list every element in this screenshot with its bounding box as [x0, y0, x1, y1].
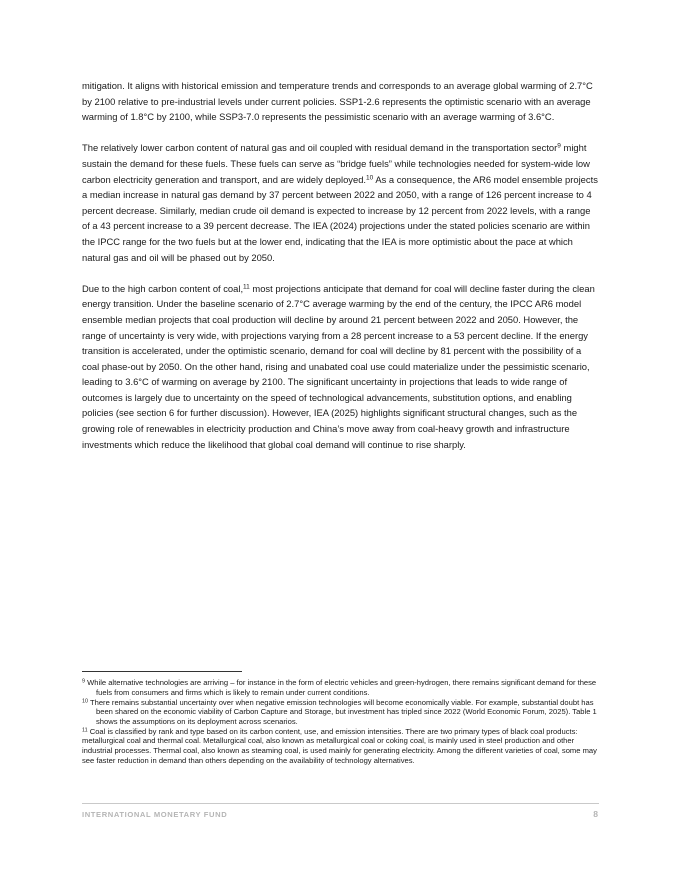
footnote-text: While alternative technologies are arriving – for instance in the form of electric vehicles and green-hydrogen, there remains significant demand for these fuels from consumers and firms which is likely to remain under current conditions.	[85, 678, 597, 697]
paragraph-3	[82, 281, 600, 453]
footnote-11	[82, 727, 602, 765]
footnote-mark: 11	[82, 727, 88, 734]
footnote-ref-11[interactable]: 11	[243, 283, 250, 291]
footnote-mark: 10	[82, 697, 88, 704]
footnote-mark: 9	[82, 678, 85, 685]
paragraph-2	[82, 140, 600, 265]
footnote-text: Coal is classified by rank and type based on its carbon content, use, and emission intensities. There are two primary types of black coal products: metallurgical coal and thermal coal. Metallurgical coal, also known as metallurgical coal or coking coal, is mainly used in steel production and other industrial processes. Thermal coal, also known as steaming coal, is used mainly for generating electricity. Among the different varieties of coal, some may see faster reduction in demand than others depending on the availability of technology alternatives.	[82, 726, 597, 765]
paragraph-3-text: Due to the high carbon content of coal,	[82, 282, 244, 294]
footnote-text: There remains substantial uncertainty over when negative emission technologies will become economically viable. For example, substantial doubt has been shared on the economic viability of Carbon Capture and Storage, but investment has tripled since 2022 (World Economic Forum, 2025). Table 1 shows the assumptions on its deployment across scenarios.	[88, 697, 597, 726]
footnote-ref-10[interactable]: 10	[366, 174, 374, 182]
paragraph-3-text: most projections anticipate that demand for coal will decline faster during the clean energy transition. Under the baseline scenario of 2.7°C average warming by the end of the century, the IPCC AR6 model ensemble median projects that coal production will decline by around 21 percent between 2022 and 2050. However, the range of uncertainty is very wide, with projections varying from a 28 percent increase to a 53 percent decline. If the energy transition is accelerated, under the optimistic scenario, demand for coal will decline by 81 percent with the possibility of a coal phase-out by 2050. On the other hand, rising and unabated coal use could materialize under the pessimistic scenario, leading to 3.6°C of warming on average by 2100. The significant uncertainty in projections that leads to wide range of outcomes is largely due to uncertainty on the speed of technological advancements, substitution options, and enabling policies (see section 6 for further discussion). However, IEA (2025) highlights significant structural changes, such as the growing role of renewables in electricity production and China’s move away from coal-heavy growth and infrastructure investments which reduce the likelihood that global coal demand will continue to rise sharply.	[82, 282, 595, 450]
page-number: 8	[593, 809, 598, 819]
footnote-9	[82, 678, 602, 697]
footnote-10	[82, 698, 602, 727]
paragraph-1	[82, 78, 600, 125]
body-text	[82, 78, 600, 468]
paragraph-2-text: might sustain the demand for these fuels. These fuels can serve as “bridge fuels” while technologies needed for system-wide low carbon electricity generation and transport, and are widely deployed.	[82, 142, 590, 185]
paragraph-2-text: As a consequence, the AR6 model ensemble projects a median increase in natural gas demand by 37 percent between 2022 and 2050, with a range of 126 percent increase to 4 percent decrease. Similarly, median crude oil demand is expected to increase by 12 percent from 2022 levels, with a range of a 43 percent increase to a 39 percent decrease. The IEA (2024) projections under the stated policies scenario are within the IPCC range for the two fuels but at the lower end, indicating that the IEA is more optimistic about the pace at which natural gas and oil will be phased out by 2050.	[82, 173, 598, 263]
footer-divider	[82, 803, 599, 804]
footnote-ref-9[interactable]: 9	[557, 142, 561, 150]
footnote-separator	[82, 671, 242, 672]
paragraph-1-text: mitigation. It aligns with historical emission and temperature trends and corresponds to an average global warming of 2.7°C by 2100 relative to pre-industrial levels under current policies. SSP1-2.6 represents the optimistic scenario with an average warming of 1.8°C by 2100, while SSP3-7.0 represents the pessimistic scenario with an average warming of 3.6°C.	[82, 80, 593, 123]
paragraph-2-text: The relatively lower carbon content of natural gas and oil coupled with residual demand in the transportation sector	[82, 142, 558, 154]
footer-organization: INTERNATIONAL MONETARY FUND	[82, 810, 228, 819]
footnotes	[82, 678, 602, 766]
